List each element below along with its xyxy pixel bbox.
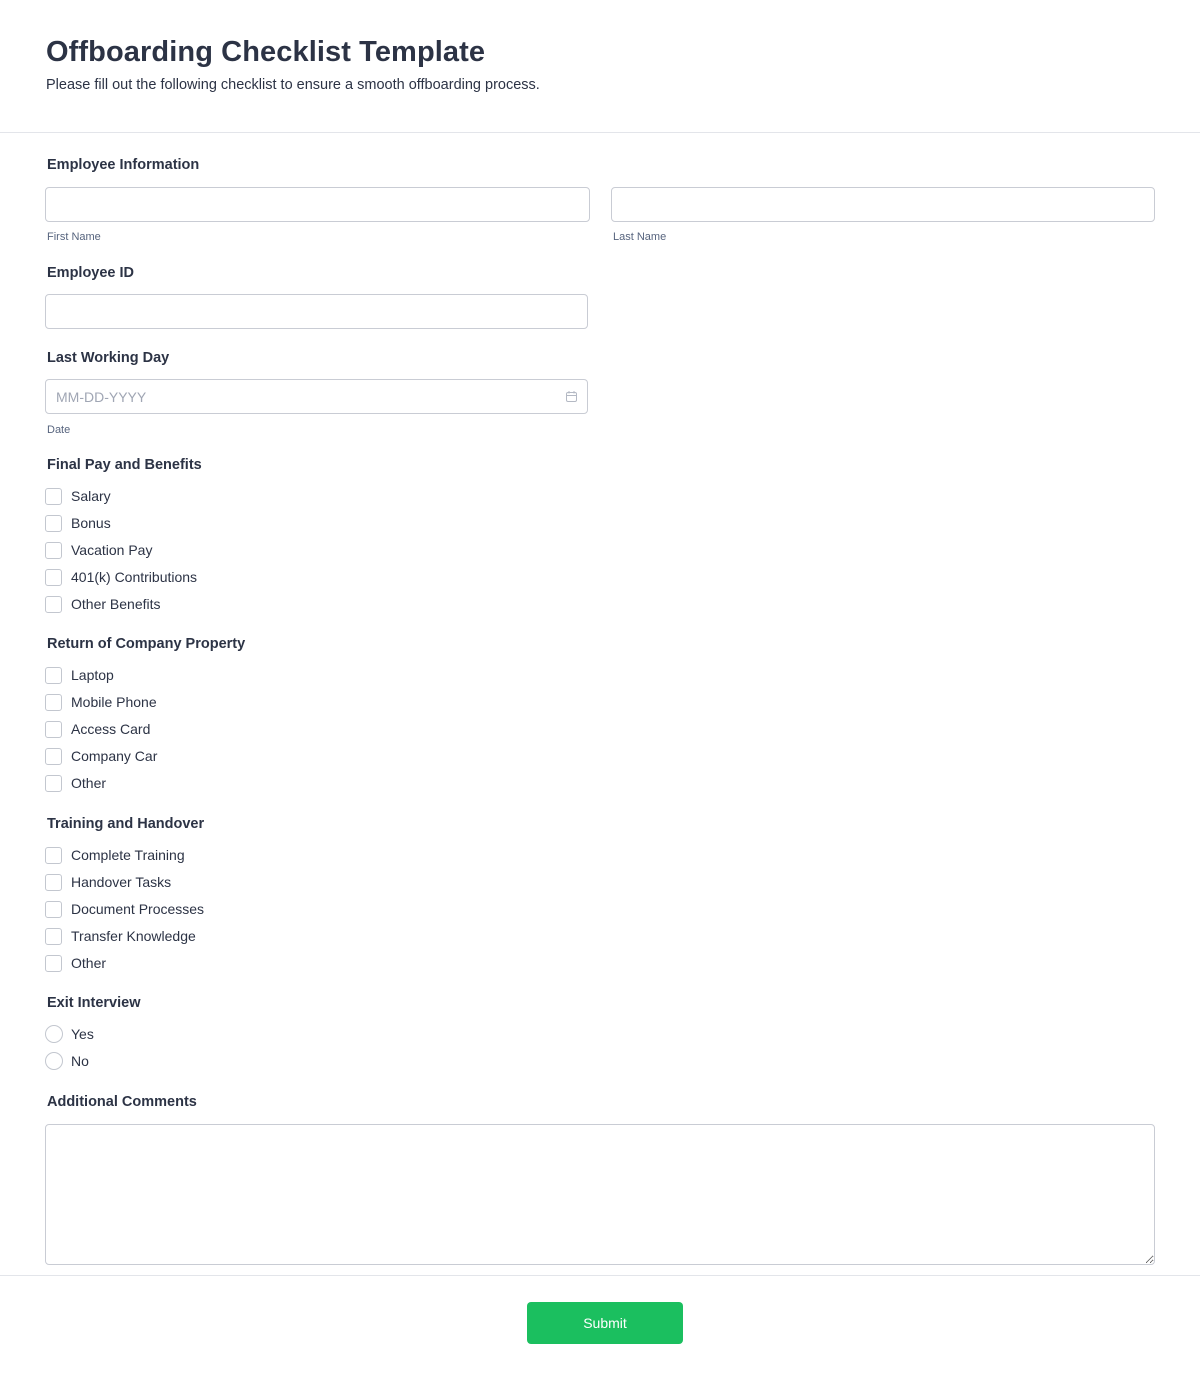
checkbox-label[interactable]: Complete Training [71, 847, 185, 863]
checklist-group-label: Return of Company Property [47, 636, 246, 652]
checkbox[interactable] [45, 488, 62, 505]
first-name-input[interactable] [45, 187, 590, 222]
page-subtitle: Please fill out the following checklist to ensure a smooth offboarding process. [46, 77, 540, 93]
first-name-sublabel: First Name [47, 231, 101, 243]
checkbox-label[interactable]: 401(k) Contributions [71, 568, 198, 585]
checkbox-label[interactable]: Vacation Pay [71, 541, 153, 558]
employee-id-input[interactable] [45, 294, 588, 329]
last-working-day-label: Last Working Day [47, 350, 170, 366]
checkbox-label[interactable]: Salary [71, 488, 111, 504]
comments-label: Additional Comments [47, 1094, 197, 1110]
footer-divider [0, 1275, 1200, 1276]
checkbox-label[interactable]: Bonus [71, 514, 111, 531]
checkbox[interactable] [45, 901, 62, 918]
checkbox[interactable] [45, 515, 62, 532]
last-name-input[interactable] [611, 187, 1155, 222]
radio-no[interactable] [45, 1052, 63, 1070]
submit-button[interactable]: Submit [527, 1302, 683, 1344]
checkbox[interactable] [45, 721, 62, 738]
checkbox[interactable] [45, 542, 62, 559]
checkbox-label[interactable]: Access Card [71, 720, 151, 737]
checkbox[interactable] [45, 775, 62, 792]
checkbox[interactable] [45, 694, 62, 711]
checkbox-label[interactable]: Mobile Phone [71, 693, 157, 710]
checkbox-label[interactable]: Document Processes [71, 900, 205, 917]
radio-yes-label[interactable]: Yes [71, 1026, 94, 1042]
checkbox[interactable] [45, 874, 62, 891]
page-title: Offboarding Checklist Template [46, 36, 486, 68]
radio-no-label[interactable]: No [71, 1053, 89, 1069]
exit-interview-label: Exit Interview [47, 995, 141, 1011]
checkbox-label[interactable]: Handover Tasks [71, 873, 172, 890]
date-input[interactable] [45, 379, 588, 414]
checkbox-label[interactable]: Laptop [71, 667, 114, 683]
checkbox[interactable] [45, 748, 62, 765]
date-placeholder: MM-DD-YYYY [56, 389, 147, 405]
employee-info-label: Employee Information [47, 157, 200, 173]
checklist-group-label: Final Pay and Benefits [47, 457, 202, 473]
employee-id-label: Employee ID [47, 265, 135, 281]
date-sublabel: Date [47, 424, 71, 436]
checkbox[interactable] [45, 667, 62, 684]
checkbox-label[interactable]: Other [71, 774, 107, 791]
checkbox[interactable] [45, 955, 62, 972]
checkbox-label[interactable]: Other Benefits [71, 595, 161, 612]
checkbox-label[interactable]: Other [71, 954, 107, 971]
checklist-group-label: Training and Handover [47, 816, 205, 832]
calendar-icon[interactable] [565, 390, 578, 403]
comments-textarea[interactable] [45, 1124, 1155, 1265]
radio-yes[interactable] [45, 1025, 63, 1043]
checkbox[interactable] [45, 569, 62, 586]
checkbox[interactable] [45, 928, 62, 945]
checkbox-label[interactable]: Company Car [71, 747, 158, 764]
checkbox[interactable] [45, 596, 62, 613]
checkbox[interactable] [45, 847, 62, 864]
header-divider [0, 132, 1200, 133]
last-name-sublabel: Last Name [613, 231, 667, 243]
checkbox-label[interactable]: Transfer Knowledge [71, 927, 196, 944]
